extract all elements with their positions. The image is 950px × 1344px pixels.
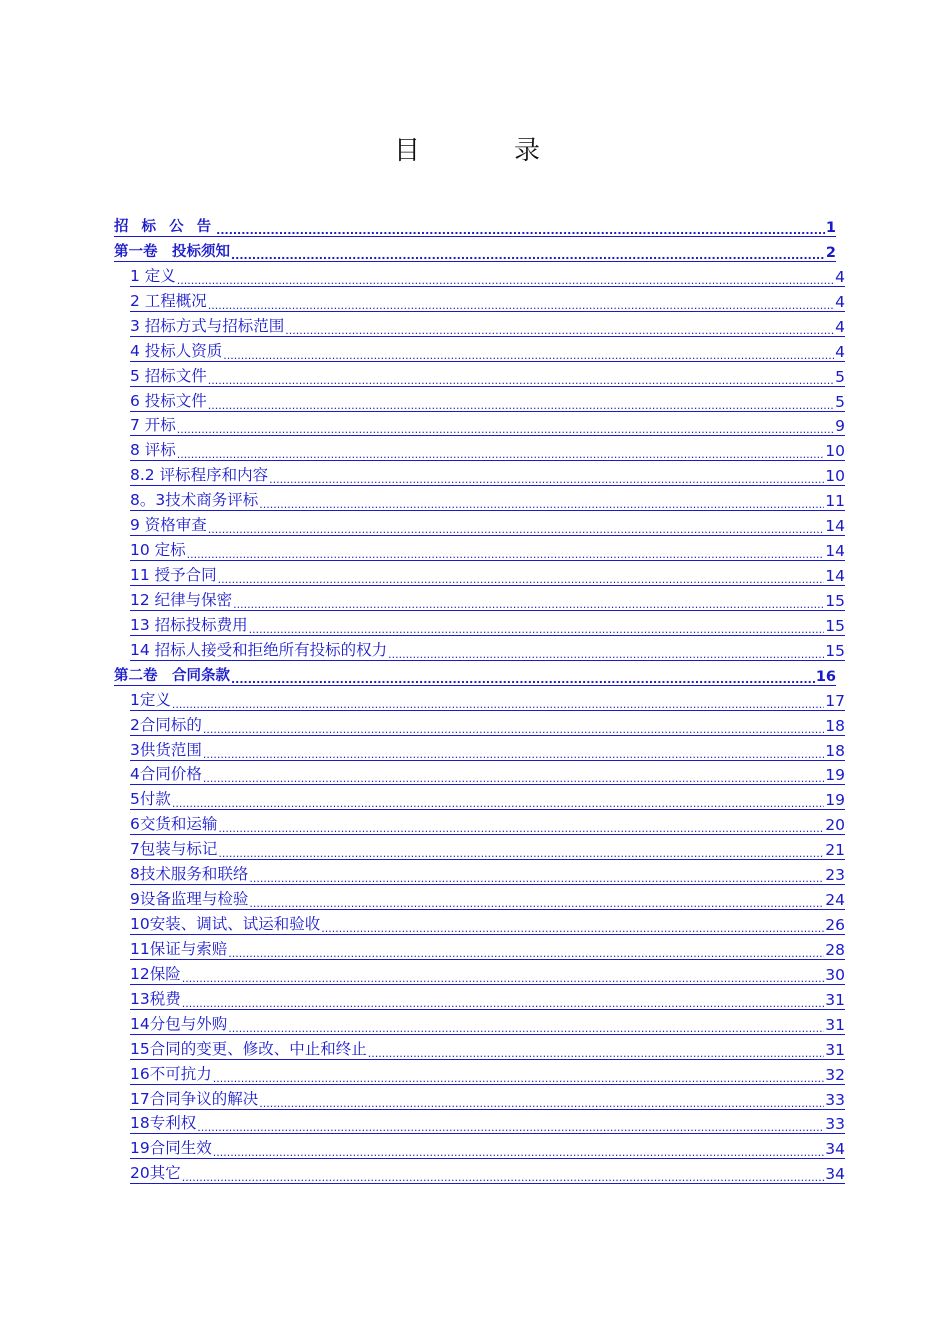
toc-entry-label: 3 招标方式与招标范围 — [130, 316, 285, 335]
toc-dot-leader — [285, 325, 834, 336]
toc-entry-label: 8技术服务和联络 — [130, 865, 249, 884]
toc-page-number: 14 — [825, 542, 845, 561]
toc-entry-label: 12保险 — [130, 964, 181, 983]
toc-dot-leader — [203, 773, 824, 784]
toc-entry-link[interactable] — [130, 490, 845, 511]
toc-entry-link[interactable] — [130, 1138, 845, 1159]
toc-page-number: 15 — [825, 591, 845, 610]
toc-entry-label: 18专利权 — [130, 1114, 197, 1133]
toc-dot-leader — [213, 1147, 825, 1158]
toc-entry-label: 5 招标文件 — [130, 366, 207, 385]
toc-page-number: 19 — [825, 791, 845, 810]
toc-entry-link[interactable] — [130, 640, 845, 661]
toc-entry-link[interactable] — [130, 266, 845, 287]
toc-page-number: 30 — [825, 965, 845, 984]
toc-dot-leader — [182, 973, 825, 984]
toc-dot-leader — [197, 1122, 824, 1133]
toc-entry-label: 8.2 评标程序和内容 — [130, 466, 269, 485]
toc-entry-link[interactable] — [130, 316, 845, 337]
toc-page-number: 4 — [835, 292, 845, 311]
toc-page-number: 16 — [815, 668, 836, 685]
toc-page-number: 14 — [825, 517, 845, 536]
toc-entry-link[interactable] — [130, 690, 845, 711]
toc-entry-label: 16不可抗力 — [130, 1064, 212, 1083]
toc-dot-leader — [182, 998, 825, 1009]
toc-section-link[interactable] — [114, 665, 836, 686]
toc-entry-label: 6交货和运输 — [130, 815, 218, 834]
toc-page-number: 4 — [835, 317, 845, 336]
toc-entry-label: 4 投标人资质 — [130, 341, 223, 360]
toc-dot-leader — [203, 724, 824, 735]
toc-dot-leader — [269, 474, 824, 485]
toc-entry-link[interactable] — [130, 590, 845, 611]
toc-entry-link[interactable] — [130, 1039, 845, 1060]
toc-dot-leader — [208, 400, 834, 411]
toc-page-number: 33 — [825, 1090, 845, 1109]
toc-page-number: 24 — [825, 891, 845, 910]
toc-entry-label: 5付款 — [130, 790, 171, 809]
toc-entry-label: 第一卷 投标须知 — [114, 243, 230, 260]
toc-page-number: 26 — [825, 916, 845, 935]
toc-entry-label: 17合同争议的解决 — [130, 1089, 259, 1108]
toc-dot-leader — [177, 424, 834, 435]
toc-page-number: 21 — [825, 841, 845, 860]
toc-entry-label: 8。3技术商务评标 — [130, 491, 259, 510]
toc-dot-leader — [208, 300, 834, 311]
toc-dot-leader — [218, 848, 824, 859]
toc-entry-label: 7包装与标记 — [130, 840, 218, 859]
toc-entry-label: 20其它 — [130, 1164, 181, 1183]
toc-entry-label: 11 授予合同 — [130, 566, 217, 585]
toc-entry-link[interactable] — [130, 740, 845, 761]
toc-section-link[interactable] — [114, 216, 836, 237]
toc-dot-leader — [216, 225, 825, 236]
toc-dot-leader — [187, 549, 825, 560]
toc-page-number: 32 — [825, 1065, 845, 1084]
toc-page-number: 34 — [825, 1165, 845, 1184]
toc-entry-link[interactable] — [130, 515, 845, 536]
toc-entry-link[interactable] — [130, 789, 845, 810]
toc-entry-label: 招 标 公 告 — [114, 219, 216, 235]
toc-page-number: 34 — [825, 1140, 845, 1159]
toc-entry-link[interactable] — [130, 291, 845, 312]
toc-entry-label: 1 定义 — [130, 266, 176, 285]
toc-page-number: 4 — [835, 342, 845, 361]
toc-entry-link[interactable] — [130, 391, 845, 412]
toc-entry-label: 9设备监理与检验 — [130, 890, 249, 909]
toc-page-number: 9 — [835, 417, 845, 436]
toc-entry-link[interactable] — [130, 440, 845, 461]
toc-page-number: 1 — [825, 220, 836, 236]
toc-page-number: 11 — [825, 492, 845, 511]
toc-entry-link[interactable] — [130, 465, 845, 486]
toc-entry-label: 9 资格审查 — [130, 516, 207, 535]
toc-dot-leader — [388, 649, 824, 660]
toc-dot-leader — [223, 350, 834, 361]
toc-entry-link[interactable] — [130, 914, 845, 935]
toc-page-number: 2 — [825, 244, 836, 261]
toc-entry-label: 1定义 — [130, 690, 171, 709]
toc-entry-link[interactable] — [130, 839, 845, 860]
toc-entry-link[interactable] — [130, 764, 845, 785]
toc-entry-label: 8 评标 — [130, 441, 176, 460]
toc-dot-leader — [203, 749, 824, 760]
toc-dot-leader — [228, 1023, 824, 1034]
toc-entry-link[interactable] — [130, 415, 845, 436]
toc-entry-link[interactable] — [130, 989, 845, 1010]
toc-dot-leader — [233, 599, 824, 610]
toc-dot-leader — [177, 275, 834, 286]
toc-page-number: 23 — [825, 866, 845, 885]
toc-entry-link[interactable] — [130, 341, 845, 362]
toc-entry-label: 13 招标投标费用 — [130, 615, 248, 634]
toc-entry-label: 13税费 — [130, 989, 181, 1008]
toc-entry-link[interactable] — [130, 715, 845, 736]
toc-entry-label: 第二卷 合同条款 — [114, 667, 230, 684]
toc-page-number: 33 — [825, 1115, 845, 1134]
toc-dot-leader — [208, 375, 834, 386]
toc-entry-label: 19合同生效 — [130, 1139, 212, 1158]
toc-dot-leader — [231, 674, 815, 685]
toc-entry-link[interactable] — [130, 964, 845, 985]
toc-page-number: 31 — [825, 1015, 845, 1034]
toc-entry-label: 15合同的变更、修改、中止和终止 — [130, 1039, 367, 1058]
toc-dot-leader — [249, 873, 824, 884]
toc-dot-leader — [249, 624, 825, 635]
toc-dot-leader — [218, 823, 824, 834]
toc-page-number: 18 — [825, 716, 845, 735]
toc-page-number: 4 — [835, 267, 845, 286]
toc-entry-label: 12 纪律与保密 — [130, 590, 233, 609]
toc-dot-leader — [172, 699, 824, 710]
toc-page-number: 15 — [825, 616, 845, 635]
toc-dot-leader — [172, 798, 824, 809]
toc-page-number: 20 — [825, 816, 845, 835]
toc-page-number: 10 — [825, 442, 845, 461]
toc-page-number: 18 — [825, 741, 845, 760]
toc-entry-link[interactable] — [130, 1113, 845, 1134]
toc-entry-label: 3供货范围 — [130, 740, 202, 759]
toc-page-number: 31 — [825, 990, 845, 1009]
toc-dot-leader — [228, 948, 824, 959]
toc-dot-leader — [208, 524, 824, 535]
toc-section-link[interactable] — [114, 241, 836, 262]
toc-entry-label: 10安装、调试、试运和验收 — [130, 915, 321, 934]
toc-page-number: 17 — [825, 691, 845, 710]
toc-entry-link[interactable] — [130, 366, 845, 387]
toc-entry-link[interactable] — [130, 615, 845, 636]
toc-entry-link[interactable] — [130, 1014, 845, 1035]
toc-entry-label: 11保证与索赔 — [130, 939, 228, 958]
toc-page-number: 14 — [825, 567, 845, 586]
toc-entry-label: 2合同标的 — [130, 715, 202, 734]
toc-dot-leader — [213, 1073, 825, 1084]
toc-dot-leader — [218, 574, 825, 585]
toc-entry-link[interactable] — [130, 814, 845, 835]
page-title: 目 录 — [393, 136, 574, 166]
toc-entry-label: 6 投标文件 — [130, 391, 207, 410]
toc-entry-link[interactable] — [130, 864, 845, 885]
toc-entry-label: 2 工程概况 — [130, 291, 207, 310]
toc-dot-leader — [259, 499, 824, 510]
toc-entry-label: 7 开标 — [130, 416, 176, 435]
toc-entry-link[interactable] — [130, 540, 845, 561]
toc-entry-link[interactable] — [130, 1064, 845, 1085]
toc-dot-leader — [177, 449, 824, 460]
toc-entry-label: 4合同价格 — [130, 765, 202, 784]
toc-dot-leader — [231, 250, 825, 261]
toc-page-number: 31 — [825, 1040, 845, 1059]
toc-entry-label: 14分包与外购 — [130, 1014, 228, 1033]
toc-entry-link[interactable] — [130, 939, 845, 960]
toc-dot-leader — [368, 1048, 825, 1059]
toc-page-number: 5 — [835, 367, 845, 386]
toc-entry-link[interactable] — [130, 565, 845, 586]
toc-page-number: 15 — [825, 641, 845, 660]
toc-page-number: 5 — [835, 392, 845, 411]
toc-dot-leader — [249, 898, 824, 909]
toc-dot-leader — [321, 923, 824, 934]
toc-entry-label: 10 定标 — [130, 541, 186, 560]
toc-dot-leader — [259, 1098, 824, 1109]
toc-dot-leader — [182, 1172, 825, 1183]
toc-entry-link[interactable] — [130, 889, 845, 910]
toc-entry-label: 14 招标人接受和拒绝所有投标的权力 — [130, 640, 388, 659]
toc-entry-link[interactable] — [130, 1163, 845, 1184]
toc-page-number: 19 — [825, 766, 845, 785]
toc-entry-link[interactable] — [130, 1089, 845, 1110]
toc-page-number: 10 — [825, 467, 845, 486]
toc-page-number: 28 — [825, 940, 845, 959]
